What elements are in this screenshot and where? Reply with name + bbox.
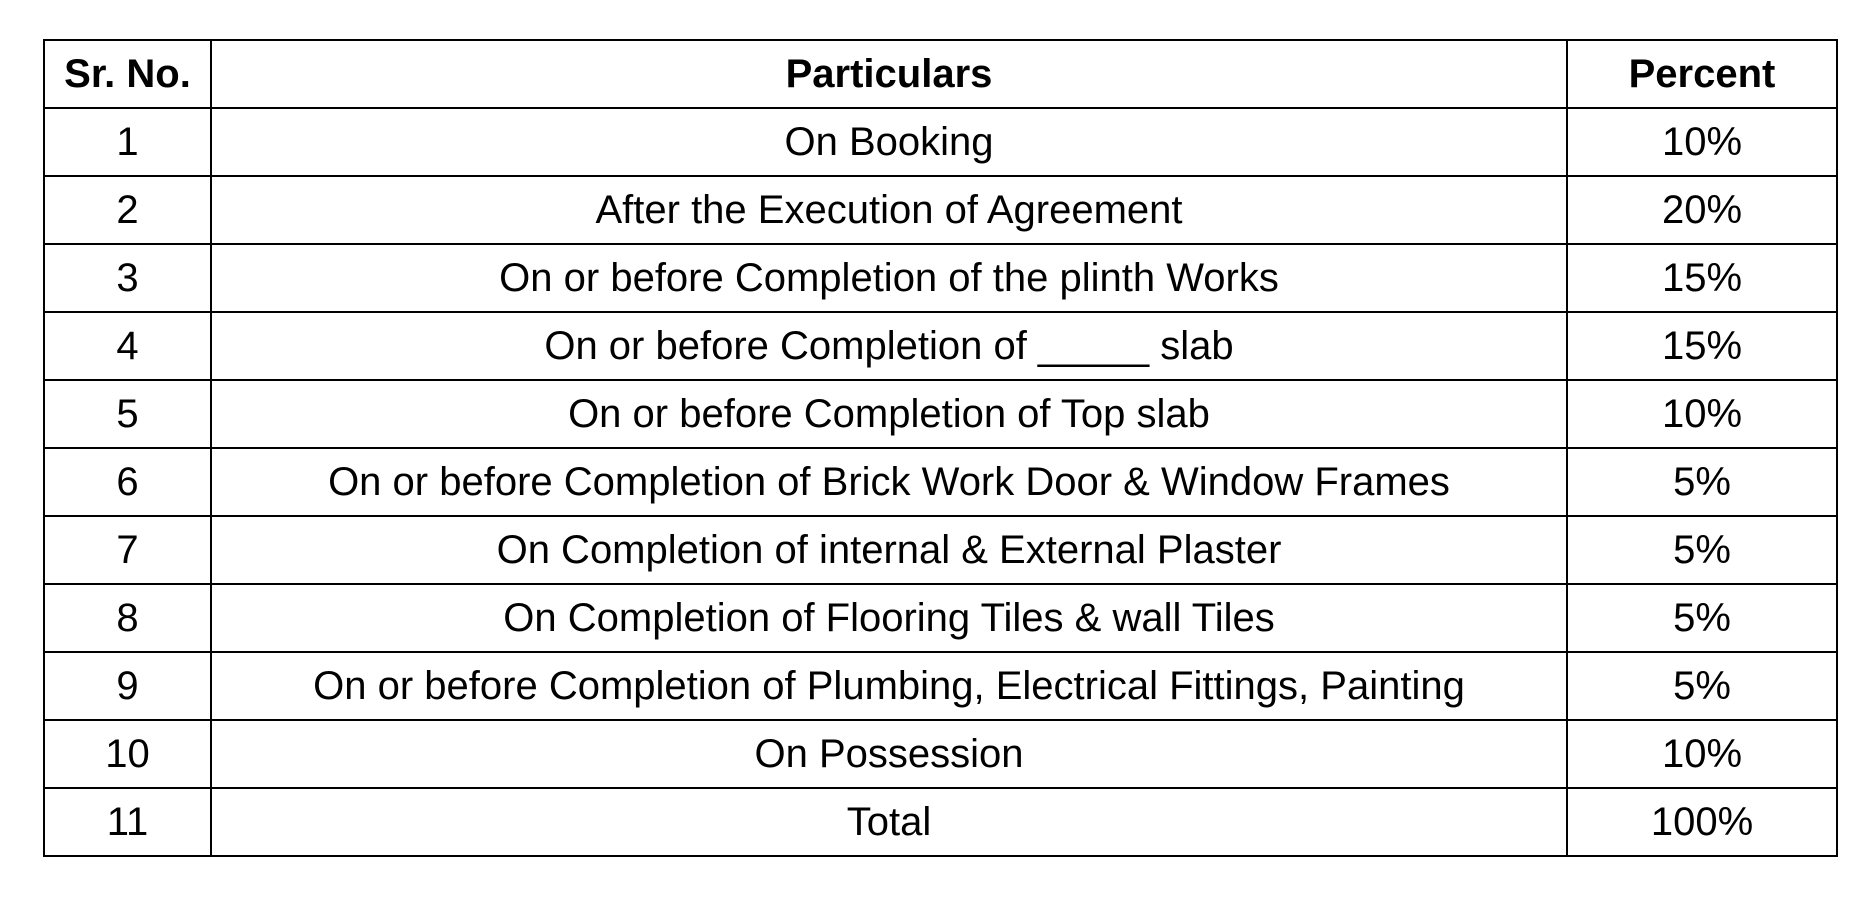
cell-sr-no: 4	[44, 312, 211, 380]
header-sr-no: Sr. No.	[44, 40, 211, 108]
cell-particulars: On Completion of Flooring Tiles & wall Tiles	[211, 584, 1567, 652]
cell-particulars: On or before Completion of the plinth Works	[211, 244, 1567, 312]
table-row	[44, 516, 1837, 584]
cell-percent: 100%	[1567, 788, 1837, 856]
header-particulars: Particulars	[211, 40, 1567, 108]
cell-percent: 5%	[1567, 652, 1837, 720]
cell-percent: 10%	[1567, 720, 1837, 788]
cell-particulars: On Booking	[211, 108, 1567, 176]
cell-sr-no: 9	[44, 652, 211, 720]
table-row	[44, 380, 1837, 448]
cell-particulars: On or before Completion of Brick Work Door & Window Frames	[211, 448, 1567, 516]
payment-schedule	[43, 39, 1838, 857]
cell-sr-no: 2	[44, 176, 211, 244]
table-row	[44, 108, 1837, 176]
cell-sr-no: 11	[44, 788, 211, 856]
table-row	[44, 720, 1837, 788]
cell-percent: 5%	[1567, 448, 1837, 516]
cell-sr-no: 5	[44, 380, 211, 448]
cell-percent: 10%	[1567, 108, 1837, 176]
cell-sr-no: 3	[44, 244, 211, 312]
cell-sr-no: 7	[44, 516, 211, 584]
header-percent: Percent	[1567, 40, 1837, 108]
cell-particulars: On Possession	[211, 720, 1567, 788]
cell-percent: 20%	[1567, 176, 1837, 244]
table-row	[44, 652, 1837, 720]
cell-particulars: On or before Completion of Top slab	[211, 380, 1567, 448]
cell-sr-no: 8	[44, 584, 211, 652]
cell-percent: 5%	[1567, 516, 1837, 584]
cell-sr-no: 6	[44, 448, 211, 516]
cell-sr-no: 10	[44, 720, 211, 788]
cell-percent: 15%	[1567, 244, 1837, 312]
table-row	[44, 244, 1837, 312]
table-row	[44, 176, 1837, 244]
cell-particulars: On or before Completion of Plumbing, Electrical Fittings, Painting	[211, 652, 1567, 720]
cell-particulars: On Completion of internal & External Plaster	[211, 516, 1567, 584]
table-row	[44, 448, 1837, 516]
cell-particulars: On or before Completion of _____ slab	[211, 312, 1567, 380]
cell-percent: 5%	[1567, 584, 1837, 652]
header-row	[44, 40, 1837, 108]
cell-particulars: After the Execution of Agreement	[211, 176, 1567, 244]
table-row	[44, 584, 1837, 652]
cell-sr-no: 1	[44, 108, 211, 176]
total-row	[44, 788, 1837, 856]
cell-percent: 10%	[1567, 380, 1837, 448]
cell-percent: 15%	[1567, 312, 1837, 380]
table-row	[44, 312, 1837, 380]
payment-schedule-table	[43, 39, 1838, 857]
cell-particulars: Total	[211, 788, 1567, 856]
